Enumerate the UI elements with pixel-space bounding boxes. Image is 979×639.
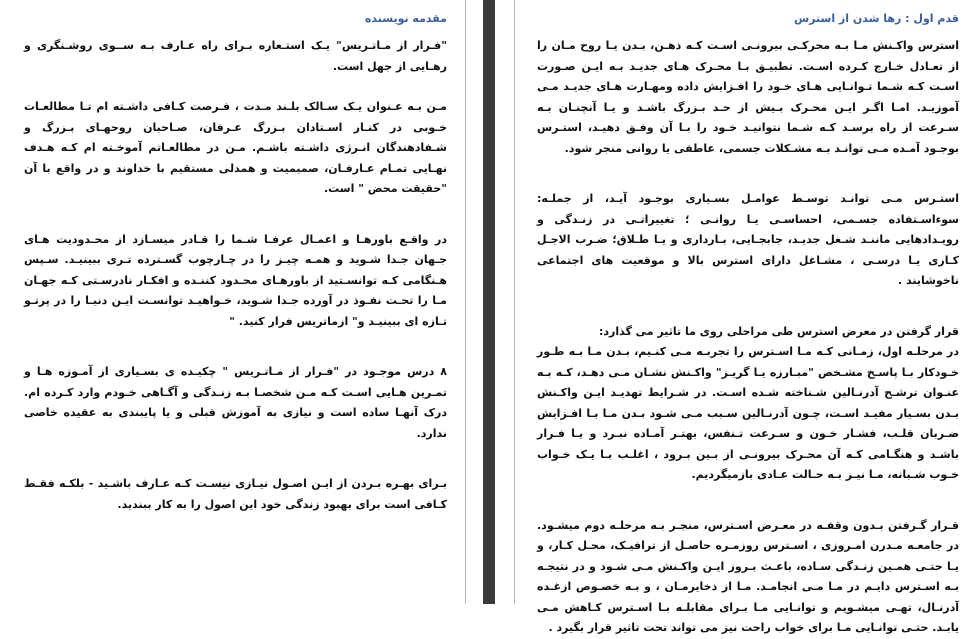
right-page-header: قدم اول : رها شدن از استرس [794,12,959,25]
right-paragraph-1: استرس واکـنش مـا بـه محرکـی بیرونـی اسـت کـه ذهـن، بـدن یـا روح مـان را از تعـادل خـارج کـرده اسـت. تطبیـق بـا محـرک هـای جدیـد بـه ایـن صـورت اسـت کـه شـما تـوانـایی هـای خـود را افـزایش داده ومهـارت هـای جدیـد مـی آموزیـد. امـا اگـر ایـن محـرک بـیش از حـد بـزرگ باشـد و یـا آنچنـان بـه سـرعت از راه برسـد کـه شـما نتوانیـد خـود را بـا آن وفـق دهیـد، استـرس بوجـود آمـده مـی توانـد بـه مشـکلات جسمی، عاطفی یا روانی منجر شود. [533,39,959,155]
right-paragraph-4: قـرار گـرفتن بـدون وقفـه در معـرض اسـترس، منجـر بـه مرحلـه دوم میشـود. در جامعـه مـدرن امـروزی ، اسـترس روزمـره حاصـل از ترافیـک، محـل کـار، و یـا حتـی همـین زنـدگی سـاده، باعـث بـروز ایـن واکـنش مـی شـود و در نتیجـه بـه اسـترس دایـم در مـا مـی انجامـد. مـا از ذخایرمـان ، و بـه خصـوص ازغـده آدرنـال، تهـی میشـویم و توانـایی مـا بـرای مقابلـه بـا اسـترس کـاهش مـی یابـد. حتـی توانـایی مـا برای خواب راحت نیز می تواند تحت تاثیر قرار بگیرد . [533,518,959,634]
left-paragraph-2: مـن بـه عـنوان یـک سـالک بلـند مـدت ، فـرصت کـافی داشـته ام تـا مطالعـات خـوبی در کنـار اسـتادان بـزرگ عـرفان، صـاحبان روحهـای بـزرگ و شـفادهندگان انـرژی داشـته باشـم. مـن در مطالعـاتم آموخـته ام کـه هـدف نهـایی تمـام عـارفـان، صمیمیت و همدلی مستقیم با خداوند و در واقع با آن "حقیقت محض " است. [20,100,447,195]
page-divider-left [465,0,466,604]
left-paragraph-3: در واقـع باورهـا و اعمـال عرفـا شـما را قـادر میسـازد از محـدودیت هـای جـهان جـدا شـوید و همـه چیـز را در چـارچوب گسـترده تـری ببینیـد. سـپس هـنگامی کـه توانسـتید از باورهـای محـدود کننـده و افکـار نادرسـتی کـه جهـان مـا را تحـت نفـوذ در آورده جـدا شـوید، خـواهیـد توانسـت ایـن دنیـا را در پرتـو تـازه ای ببینیـد و" ازماتریس فرار کنید. " [20,232,447,328]
book-spine [483,0,495,604]
right-paragraph-3: قرار گرفتن در معرض استرس طی مراحلی روی ما تاثیر می گذارد: در مرحلـه اول، زمـانی کـه مـا اسـترس را تجربـه مـی کنـیم، بـدن مـا بـه طـور خـودکار بـا پاسـخ مشـخص "مبـارزه یـا گریـز" واکـنش نشـان مـی دهـد، کـه بـه عنـوان ترشـح آدرنـالین شـناخته شـده اسـت. در شـرایط تهدیـد ایـن واکـنش بـدن بسـیار مفیـد اسـت، چـون آدرنـالین سـبب مـی شـود بـدن مـا بـا افـزایش ضـربان قلـب، فشـار خـون و سـرعت تـنفس، بهتـر آمـاده نبـرد و یـا فـرار باشـد و هنگـامی کـه آن محـرک بیرونـی از بـین بـرود ، اغلـب بـا یـک خـواب خـوب شـبانه، مـا نیـز بـه حـالت عـادی بازمیگردیم. [537,324,959,481]
left-paragraph-4: ۸ درس موجـود در "فـرار از مـاتـریس " چکیـده ی بسـیاری از آمـوزه هـا و تمـرین هـایی اسـت کـه مـن شخصـا بـه زنـدگی و آگـاهی خـودم وارد کـرده ام. درک آنهـا ساده است و نیازی به آموزش قبلی و یا پایبندی به عقیده خاصی ندارد. [20,365,447,440]
left-paragraph-1: "فـرار از مـاتـریس" یـک استـعاره بـرای راه عـارف بـه ســوی روشـنگری و رهـایی از جهل است. [20,39,447,73]
left-paragraph-5: بـرای بهـره بـردن از ایـن اصـول نیـازی نیسـت کـه عـارف باشـید - بلکـه فقـط کـافی است برای بهبود زندگی خود این اصول را به کار ببندید. [20,477,447,511]
right-paragraph-2: استـرس مـی توانـد توسـط عوامـل بسـیاری بوجـود آیـد، از جملـه: سوءاسـتفاده جسـمی، احساسـی یـا روانـی ؛ تغییراتـی در زنـدگی و رویـدادهایی ماننـد شـغل جدیـد، جابجـایی، بـارداری و یـا طـلاق؛ ضـرب الاجـل کـاری یـا درسـی ، مشـاغل دارای استرس بالا و موقعیت های اجتماعی ناخوشایند . [533,192,959,287]
left-page-header: مقدمه نویسنده [364,12,447,25]
left-page [0,0,465,604]
right-page [515,0,979,634]
